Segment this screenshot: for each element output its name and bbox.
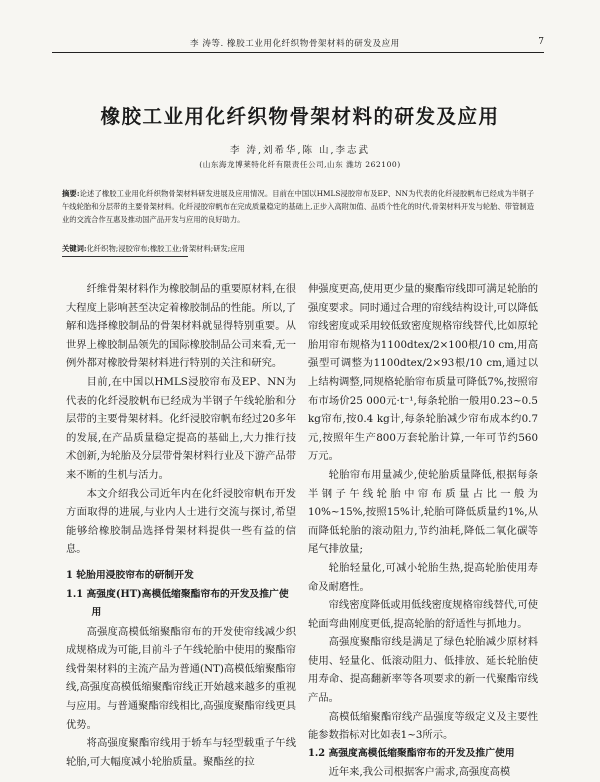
keywords: [62, 244, 534, 254]
body-paragraph: 高模低缩聚酯帘线产品强度等级定义及主要性能参数指标对比如表1~3所示。: [308, 710, 538, 742]
body-paragraph: 伸强度更高,使用更少量的聚酯帘线即可满足轮胎的强度要求。同时通过合理的帘线结构设计,可以降低帘线密度或采用较低致密度规格帘线替代,比如原轮胎用帘布规格为1100dtex/2×100根/10 cm,用高强型可调整为1100dtex/2×93根/10 cm,通过以上结构调整,同规格轮胎帘布质量可降低7%,按照帘布市场价25 000元·t⁻¹,每条轮胎一般用0.23~0.5 kg帘布,按0.4 kg计,每条轮胎减少帘布成本约0.7元,按照年生产800万套轮胎计算,一年可节约560万元。: [308, 283, 538, 463]
authors: 李 涛,刘希华,陈 山,李志武: [229, 145, 371, 156]
section-heading: 1 轮胎用浸胶帘布的研制开发: [66, 569, 194, 581]
body-paragraph: 近年来,我公司根据客户需求,高强度高模: [328, 766, 511, 779]
keywords-label: 关键词:: [62, 244, 87, 253]
body-paragraph: 轮胎帘布用量减少,使轮胎质量降低,根据每条半钢子午线轮胎中帘布质量占比一般为10%~15%,按照15%计,轮胎可降低质量约1%,从而降低轮胎的滚动阻力,节约油耗,降低二氧化碳等尾气排放量;: [308, 468, 538, 556]
body-paragraph: 将高强度聚酯帘线用于轿车与轻型载重子午线轮胎,可大幅度减小轮胎质量。聚酯丝的拉: [66, 737, 296, 768]
body-paragraph: 轮胎轻量化,可减小轮胎生热,提高轮胎使用寿命及耐磨性。: [308, 561, 538, 593]
article-title: 橡胶工业用化纤织物骨架材料的研发及应用: [100, 105, 500, 128]
subsection-heading: 1.2 高强度高模低缩聚酯帘布的开发及推广使用: [308, 747, 515, 759]
affiliation: (山东海龙博莱特化纤有限责任公司,山东 潍坊 262100): [199, 160, 401, 169]
left-column: [66, 280, 296, 771]
body-paragraph: 高强度聚酯帘线是满足了绿色轮胎减少原材料使用、轻量化、低滚动阻力、低排放、延长轮胎使用寿命、提高翻新率等各项要求的新一代聚酯帘线产品。: [308, 636, 538, 705]
abstract: [62, 187, 534, 227]
body-paragraph: 目前,在中国以HMLS浸胶帘布及EP、NN为代表的化纤浸胶帆布已经成为半钢子午线轮胎和分层带的主要骨架材料。化纤浸胶帘帆布经过20多年的发展,在产品质量稳定提高的基础上,大力推行技术创新,为轮胎及分层带骨架材料行业及下游产品带来不断的生机与活力。: [66, 375, 296, 481]
running-head-text: 李 涛等. 橡胶工业用化纤织物骨架材料的研发及应用: [190, 39, 400, 49]
running-header: [52, 34, 544, 56]
body-paragraph: 帘线密度降低或用低线密度规格帘线替代,可使轮面弯曲刚度更低,提高轮胎的舒适性与抓地力。: [308, 599, 538, 630]
keywords-divider: [62, 256, 188, 257]
body-paragraph: 高强度高模低缩聚酯帘布的开发使帘线减少织成规格成为可能,目前斗子午线轮胎中使用的聚酯帘线骨架材料的主流产品为普通(NT)高模低缩聚酯帘线,高强度高模低缩聚酯帘线正开始越来越多的重视与应用。与普通聚酯帘线相比,高强度聚酯帘线更具优势。: [66, 625, 296, 731]
abstract-text: 论述了橡胶工业用化纤织物骨架材料研发进展及应用情况。目前在中国以HMLS浸胶帘布及EP、NN为代表的化纤浸胶帆布已经成为半钢子午线轮胎和分层带的主要骨架材料。化纤浸胶帘帆布在完成质量稳定的基础上,正步入高附加值、品质个性化的时代,骨架材料开发与轮胎、带管制造业的交流合作互惠及推动国产品开发与应用的良好助力。: [62, 189, 534, 225]
subsection-heading: 1.1 高强度(HT)高模低缩聚酯帘布的开发及推广使用: [66, 588, 289, 619]
body-paragraph: 纤维骨架材料作为橡胶制品的重要原材料,在很大程度上影响甚至决定着橡胶制品的性能。所以,了解和选择橡胶制品的骨架材料就显得特别重要。从世界上橡胶制品领先的国际橡胶制品公司来看,无一例外都对橡胶骨架材料进行特别的关注和研究。: [66, 283, 296, 370]
abstract-label: 摘要:: [62, 189, 80, 198]
right-column: [308, 280, 538, 782]
header-rule: [52, 52, 544, 53]
page-number: 7: [538, 37, 544, 47]
keywords-text: 化纤织物;浸胶帘布;橡胶工业;骨架材料;研发;应用: [86, 244, 245, 253]
body-paragraph: 本文介绍我公司近年内在化纤浸胶帘帆布开发方面取得的进展,与业内人士进行交流与探讨,希望能够给橡胶制品选择骨架材料提供一些有益的信息。: [66, 487, 296, 556]
